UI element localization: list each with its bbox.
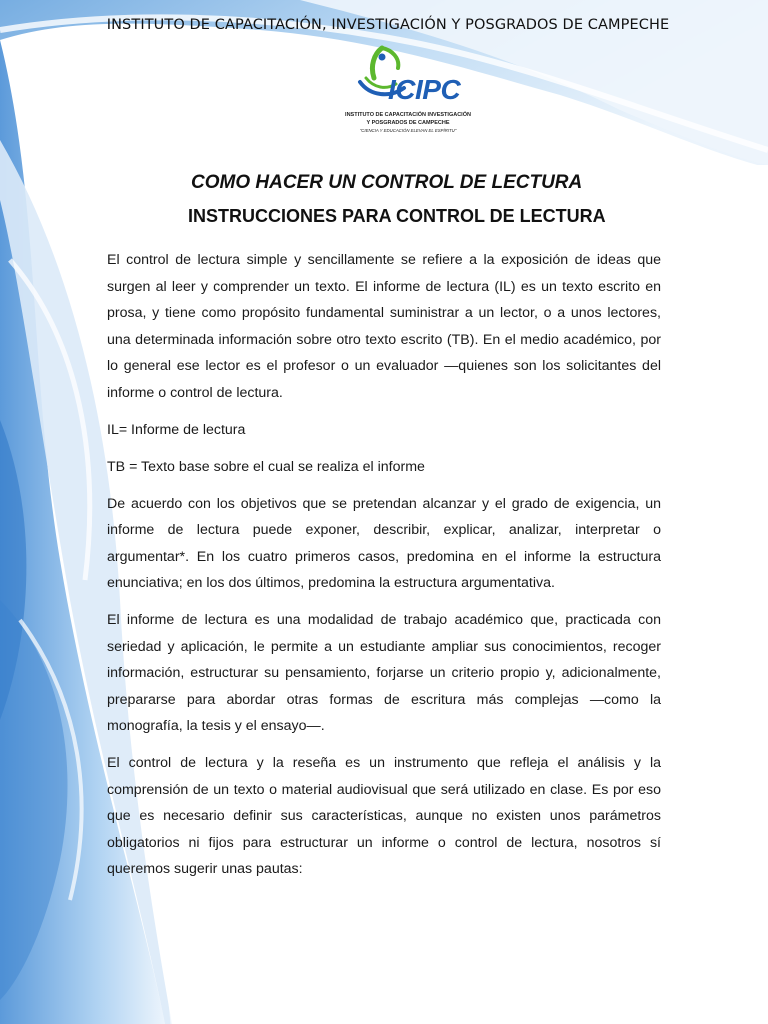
icipc-logo bbox=[338, 44, 478, 142]
logo-subtitle-line2: Y POSGRADOS DE CAMPECHE bbox=[366, 120, 450, 126]
paragraph-objectives: De acuerdo con los objetivos que se pretendan alcanzar y el grado de exigencia, un informe de lectura puede exponer, describir, explicar, analizar, interpretar o argumentar*. En los cuatro primeros casos, predomina en el informe la estructura enunciativa; en los dos últimos, predomina la estructura argumentativa. bbox=[107, 495, 661, 591]
paragraph-academic-modality: El informe de lectura es una modalidad de trabajo académico que, practicada con seriedad y aplicación, le permite a un estudiante ampliar sus conocimientos, recoger información, estructurar su pensamiento, forjarse un criterio propio y, adicionalmente, prepararse para abordar otras formas de escritura más complejas —como la monografía, la tesis y el ensayo—. bbox=[107, 612, 661, 734]
paragraph-intro: El control de lectura simple y sencillamente se refiere a la exposición de ideas que surgen al leer y comprender un texto. El informe de lectura (IL) es un texto escrito en prosa, y tiene como propósito fundamental suministrar a un lector, o a unos lectores, una determinada información sobre otro texto escrito (TB). En el medio académico, por lo general ese lector es el profesor o un evaluador —quienes son los solicitantes del informe o control de lectura. bbox=[107, 252, 661, 401]
document-title: COMO HACER UN CONTROL DE LECTURA bbox=[191, 172, 583, 193]
institute-header: INSTITUTO DE CAPACITACIÓN, INVESTIGACIÓN Y POSGRADOS DE CAMPECHE bbox=[106, 17, 670, 33]
document-body bbox=[107, 247, 661, 893]
paragraph-tb-definition: TB = Texto base sobre el cual se realiza el informe bbox=[107, 458, 425, 475]
logo-motto: "CIENCIA Y EDUCACIÓN ELEVAN EL ESPÍRITU" bbox=[359, 128, 457, 133]
paragraph-il-definition: IL= Informe de lectura bbox=[107, 421, 246, 438]
logo-wordmark: ICIPC bbox=[388, 74, 461, 105]
document-subtitle: INSTRUCCIONES PARA CONTROL DE LECTURA bbox=[188, 206, 606, 226]
paragraph-review-instrument: El control de lectura y la reseña es un instrumento que refleja el análisis y la comprensión de un texto o material audiovisual que será utilizado en clase. Es por eso que es necesario definir sus características, aunque no existen unos parámetros obligatorios ni fijos para estructurar un informe o control de lectura, nosotros sí queremos sugerir unas pautas: bbox=[107, 755, 661, 877]
logo-subtitle-line1: INSTITUTO DE CAPACITACIÓN INVESTIGACIÓN bbox=[345, 112, 471, 118]
